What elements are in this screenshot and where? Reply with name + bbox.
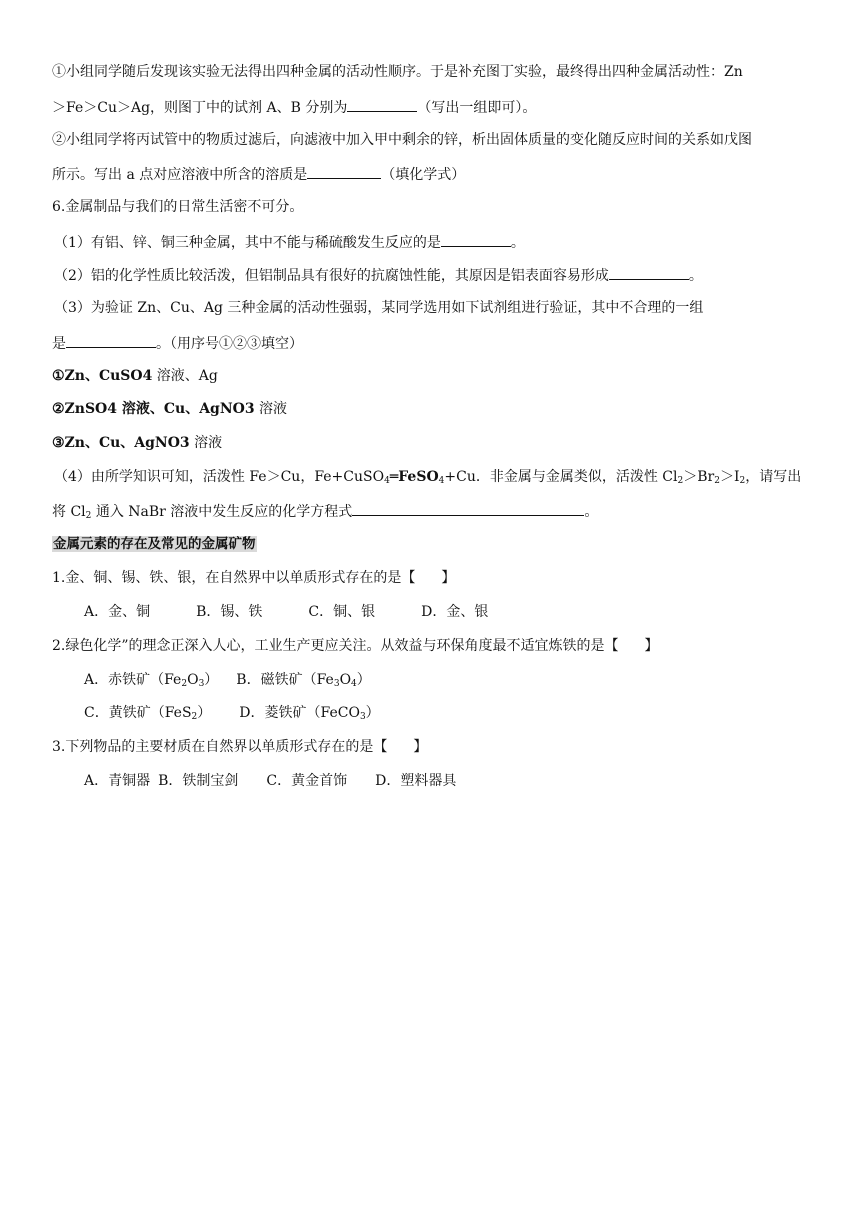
- answer-blank[interactable]: [609, 264, 689, 280]
- mcq2-options-row2: [84, 703, 380, 723]
- option-d[interactable]: D．塑料器具: [375, 773, 457, 789]
- q5-part2-line2: 所示。写出 a 点对应溶液中所含的溶质是 （填化学式）: [52, 163, 465, 185]
- answer-blank[interactable]: [66, 332, 156, 348]
- answer-blank[interactable]: [307, 163, 381, 179]
- option-a[interactable]: A．青铜器: [84, 773, 151, 789]
- mcq2-stem: 2.绿色化学”的理念正深入人心，工业生产更应关注。从效益与环保角度最不适宜炼铁的是【 】: [52, 638, 659, 654]
- q5-part2-line1: ②小组同学将丙试管中的物质过滤后，向滤液中加入甲中剩余的锌，析出固体质量的变化随反应时间的关系如戊图: [52, 132, 752, 148]
- option-c[interactable]: C．黄铁矿（FeS$_2$）: [84, 705, 212, 722]
- q6-sub3-line2: 是 。（用序号①②③填空）: [52, 332, 303, 354]
- q6-sub3-line1: （3）为验证 Zn、Cu、Ag 三种金属的活动性强弱，某同学选用如下试剂组进行验证，其中不合理的一组: [54, 300, 704, 316]
- mcq1-options: [84, 602, 488, 622]
- answer-blank[interactable]: [441, 231, 511, 247]
- q6-option-2: ②ZnSO4 溶液、Cu、AgNO3 溶液: [52, 401, 288, 417]
- q6-option-1: ①Zn、CuSO4 溶液、Ag: [52, 368, 218, 384]
- option-a[interactable]: A．金、铜: [84, 604, 151, 620]
- option-c[interactable]: C．黄金首饰: [266, 773, 348, 789]
- mcq3-options: [84, 771, 456, 791]
- q5-part1-line2: ＞Fe＞Cu＞Ag，则图丁中的试剂 A、B 分别为 （写出一组即可）。: [52, 96, 536, 118]
- option-b[interactable]: B．铁制宝剑: [158, 773, 239, 789]
- q6-option-3: ③Zn、Cu、AgNO3 溶液: [52, 435, 223, 451]
- option-d[interactable]: D．菱铁矿（FeCO$_3$）: [239, 705, 380, 722]
- q5-part1-line1: ①小组同学随后发现该实验无法得出四种金属的活动性顺序。于是补充图丁实验，最终得出四种金属活动性：Zn: [52, 64, 743, 80]
- answer-blank[interactable]: [352, 500, 584, 516]
- q6-sub4-line1: （4）由所学知识可知，活泼性 Fe＞Cu，Fe+CuSO$_4$═FeSO$_4$+Cu．非金属与金属类似，活泼性 $Cl_2>Br_2>I_2$，请写出: [54, 469, 802, 486]
- mcq1-stem: 1.金、铜、锡、铁、银，在自然界中以单质形式存在的是【 】: [52, 570, 456, 586]
- q6-sub1: （1）有铝、锌、铜三种金属，其中不能与稀硫酸发生反应的是 。: [54, 231, 525, 253]
- section-heading: 金属元素的存在及常见的金属矿物: [53, 536, 256, 552]
- q6-sub2: （2）铝的化学性质比较活泼，但铝制品具有很好的抗腐蚀性能，其原因是铝表面容易形成 。: [54, 264, 703, 286]
- q6-title: 6.金属制品与我们的日常生活密不可分。: [52, 199, 304, 215]
- mcq2-options-row1: [84, 670, 371, 690]
- option-b[interactable]: B．磁铁矿$(Fe_3O_4)$: [236, 672, 371, 689]
- option-b[interactable]: B．锡、铁: [196, 604, 263, 620]
- option-d[interactable]: D．金、银: [421, 604, 489, 620]
- mcq3-stem: 3.下列物品的主要材质在自然界以单质形式存在的是【 】: [52, 739, 428, 755]
- option-c[interactable]: C．铜、银: [308, 604, 376, 620]
- q6-sub4-line2: 将 $Cl_2$ 通入 NaBr 溶液中发生反应的化学方程式 。: [52, 500, 598, 522]
- answer-blank[interactable]: [347, 96, 417, 112]
- option-a[interactable]: A．赤铁矿$(Fe_2O_3)$: [84, 672, 219, 689]
